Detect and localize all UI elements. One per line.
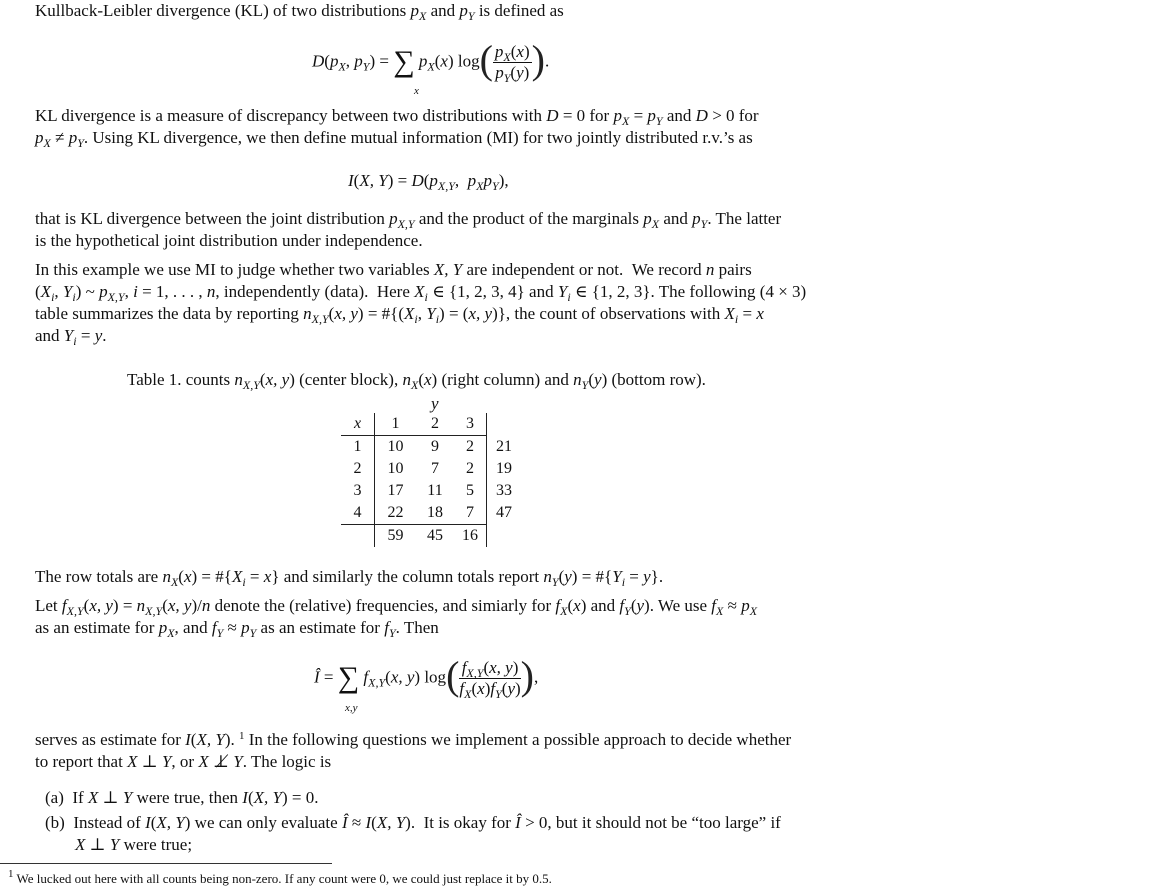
table-y-label: y xyxy=(431,394,439,413)
list-item-a: (a) If X ⊥ Y were true, then I(X, Y) = 0. xyxy=(45,788,319,807)
table-cell: 7 xyxy=(454,502,487,525)
intro-text: Kullback-Leibler divergence (KL) of two distributions $p_X$ and $p_Y$ is defined as xyxy=(35,1,564,23)
table-cell: 7 xyxy=(431,460,439,477)
counts-table xyxy=(341,413,521,547)
kl-paragraph: KL divergence is a measure of discrepancy between two distributions with D = 0 for $p_X = p_Y$ and D > 0 for $p_X \ne p_Y$. Using KL divergence, we then define mutual information (MI) for two jointly distributed r.v.’s as xyxy=(35,106,759,150)
table-header-row xyxy=(341,413,521,436)
col-header: 3 xyxy=(454,413,487,436)
col-total: 16 xyxy=(462,527,478,544)
table-totals-row xyxy=(341,525,521,548)
table-row xyxy=(341,436,521,459)
table-row xyxy=(341,458,521,480)
est-sum-index: x,y xyxy=(345,702,358,714)
row-x-value: 1 xyxy=(353,438,362,455)
row-x-value: 2 xyxy=(353,460,362,477)
footnote-text: We lucked out here with all counts being non-zero. If any count were 0, we could just replace it by 0.5. xyxy=(16,871,552,886)
mi-equation: I(X, $Y) = D(p_{X,Y}$, $p_Xp_Y$), xyxy=(348,171,509,193)
table-cell: 11 xyxy=(427,482,443,499)
col-header: 1 xyxy=(375,413,417,436)
table-cell: 17 xyxy=(375,480,417,502)
totals-paragraph: The row totals are $n_X(x)$ = $\#\{X_i = x\}$ and similarly the column totals report $n_Y(y)$ = $\#\{Y_i = y\}$. xyxy=(35,567,664,589)
footnote-rule xyxy=(0,863,332,864)
table-row xyxy=(341,480,521,502)
frequencies-paragraph: Let $f_{X,Y}(x$, $y) = n_{X,Y}(x$, y)/n denote the (relative) frequencies, and simiarly for $f_X(x)$ and $f_Y(y)$. We use $f_X \approx p_X$ as an estimate for $p_X$, and $f_Y \approx p_Y$ as an estimate for $f_Y$. Then xyxy=(35,596,758,640)
table-row xyxy=(341,502,521,525)
table-cell: 22 xyxy=(375,502,417,525)
footnote-mark: 1 xyxy=(8,868,14,880)
example-paragraph: In this example we use MI to judge whether two variables X, Y are independent or not. We record n pairs ($X_i$, $Y_i$) ~ $p_{X,Y}$, i = 1, . . . , n, independently (data). Here $X_i$ ∈ {1, 2, 3, 4} and $Y_i$ ∈ {1, 2, 3}. The following (4 × 3) table summarizes the data by reporting $n_{X,Y}(x$, $y) = \#\{(X_i$, $Y_i) = (x$, y)}, the count of observations with $X_i = x$ and $Y_i = y$. xyxy=(35,260,807,348)
col-total: 45 xyxy=(427,527,443,544)
serves-paragraph: serves as estimate for I(X, Y). $^1$ In the following questions we implement a possible approach to decide whether to report that X ⊥ Y, or X ⊥̸ Y. The logic is xyxy=(35,730,792,771)
table-cell: 18 xyxy=(416,502,454,525)
row-total: 47 xyxy=(487,502,522,525)
table-cell: 9 xyxy=(431,438,439,455)
table-cell: 10 xyxy=(375,436,417,459)
joint-paragraph: that is KL divergence between the joint distribution $p_{X,Y}$ and the product of the marginals $p_X$ and $p_Y$. The latter is the hypothetical joint distribution under independence. xyxy=(35,209,782,250)
row-total: 33 xyxy=(487,480,522,502)
footnote xyxy=(8,868,552,890)
table-cell: 2 xyxy=(466,438,474,455)
row-x-value: 4 xyxy=(341,502,375,525)
table-cell: 10 xyxy=(375,458,417,480)
estimate-equation: Î = ∑ $f_{X,Y}(x$, y) log( $\frac{f_{X,Y}(x, y)}{f_X(x)f_Y(y)}$ ), xyxy=(314,653,539,701)
table-cell: 5 xyxy=(466,482,474,499)
kl-equation: $D(p_X$, $p_Y$) = ∑ $p_X(x)$ log( $\frac{p_X(x)}{p_Y(y)}$ ). xyxy=(312,37,550,85)
kl-sum-index: x xyxy=(414,85,419,97)
list-item-b: (b) Instead of I(X, Y) we can only evaluate Î ≈ I(X, Y). It is okay for Î > 0, but it should not be “too large” if X ⊥ Y were true; xyxy=(45,813,781,854)
row-total: 21 xyxy=(487,436,522,459)
table-caption: Table 1. counts $n_{X,Y}(x$, y) (center block), $n_X(x)$ (right column) and $n_Y(y)$ (bottom row). xyxy=(127,370,706,392)
col-header: 2 xyxy=(416,413,454,436)
row-total: 19 xyxy=(487,458,522,480)
col-total: 59 xyxy=(375,525,417,548)
table-x-label: x xyxy=(341,413,375,436)
row-x-value: 3 xyxy=(353,482,362,499)
table-cell: 2 xyxy=(466,460,474,477)
